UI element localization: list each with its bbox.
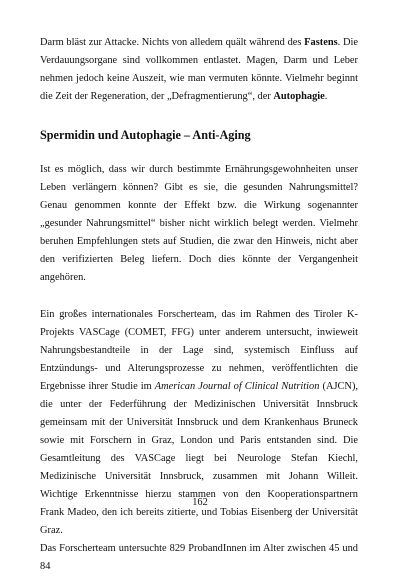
section-heading: Spermidin und Autophagie – Anti-Aging	[40, 128, 251, 142]
body-paragraph-3: Das Forscherteam untersuchte 829 ProbandInnen im Alter zwischen 45 und 84	[40, 543, 358, 572]
paragraph2-text-part1: Ein großes internationales Forscherteam, das im Rahmen des Tiroler K-Projekts VASCage (COMET, FFG) unter anderem untersucht, inwieweit Nahrungsbestandteile in der Lage sind, systemisch Einfluss auf Entzündungs- und Alterungsprozesse zu nehmen, veröffentlichten die Ergebnisse ihrer Studie im	[40, 309, 358, 392]
body-paragraph-1: Ist es möglich, dass wir durch bestimmte Ernährungsgewohnheiten unser Leben verlängern können? Gibt es sie, die gesunden Nahrungsmittel? Genau genommen konnte der Effekt bzw. die Wirkung sogenannter „gesunder Nahrungsmittel“ bisher nicht wirklich belegt werden. Vielmehr beruhen Empfehlungen stets auf Studien, die zwar den Hinweis, nicht aber den verifizierten Beleg liefern. Doch dies könnte der Vergangenheit angehören.	[40, 164, 358, 283]
bold-term-fastens: Fastens	[304, 37, 338, 48]
paragraph2-text-part2: (AJCN), die unter der Federführung der Medizinischen Universität Innsbruck gemeinsam mit der Universität Innsbruck und dem Krankenhaus Bruneck sowie mit Forschern in Graz, London und Paris entstanden sind. Die Gesamtleitung des VASCage liegt bei Neurologe Stefan Kiechl, Medizinische Universität Innsbruck, zusammen mit Johann Willeit. Wichtige Erkenntnisse hierzu stammen von den Kooperationspartnern Frank Madeo, den ich bereits zitierte, und Tobias Eisenberg der Universität Graz.	[40, 381, 358, 536]
intro-text-part1: Darm bläst zur Attacke. Nichts von alledem quält während des	[40, 37, 305, 48]
journal-title: American Journal of Clinical Nutrition	[154, 381, 320, 392]
intro-paragraph	[40, 34, 358, 106]
intro-text-part2: . Die Verdauungsorgane sind vollkommen entlastet. Magen, Darm und Leber nehmen jedoch keine Auszeit, wie man vermuten könnte. Vielmehr beginnt die Zeit der Regeneration, der „Defragmentierung“, der	[40, 37, 358, 102]
page-number: 162	[192, 497, 208, 508]
intro-text-part3: .	[324, 91, 328, 102]
bold-term-autophagie: Autophagie	[273, 91, 325, 102]
